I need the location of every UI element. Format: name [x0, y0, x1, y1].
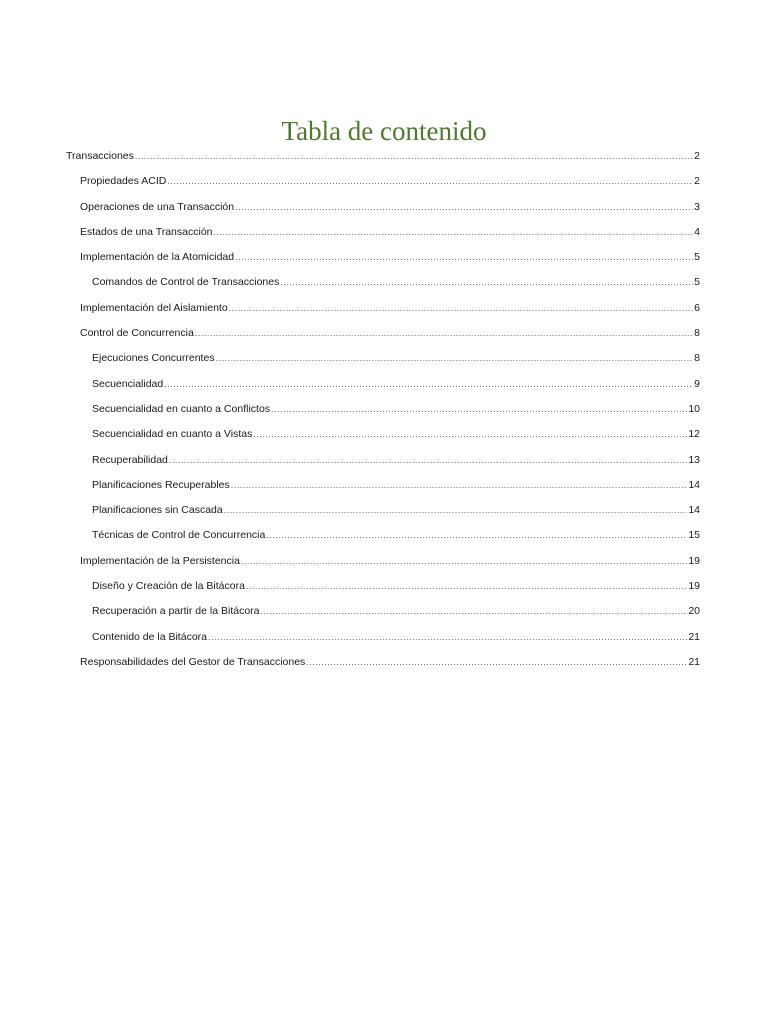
- toc-entry-text: Secuencialidad: [92, 377, 164, 390]
- toc-dot-leader: [216, 349, 694, 367]
- toc-dot-leader: [235, 198, 693, 216]
- toc-entry[interactable]: [66, 552, 700, 577]
- toc-entry[interactable]: [66, 375, 700, 400]
- toc-entry-text: Ejecuciones Concurrentes: [92, 352, 215, 365]
- toc-dot-leader: [224, 501, 688, 519]
- toc-entry[interactable]: [66, 349, 700, 374]
- toc-dot-leader: [271, 400, 687, 418]
- toc-entry-text: Secuencialidad en cuanto a Conflictos: [92, 402, 271, 415]
- toc-page-number: 13: [688, 453, 700, 466]
- toc-page-number: 4: [694, 225, 700, 238]
- toc-entry[interactable]: [66, 324, 700, 349]
- toc-dot-leader: [214, 223, 694, 241]
- toc-entry[interactable]: [66, 577, 700, 602]
- toc-entry[interactable]: [66, 501, 700, 526]
- toc-entry[interactable]: [66, 425, 700, 450]
- toc-entry-text: Transacciones: [66, 150, 134, 162]
- toc-page-number: 3: [694, 200, 700, 213]
- toc-dot-leader: [164, 375, 693, 393]
- toc-page-number: 12: [688, 428, 700, 441]
- toc-entry-text: Comandos de Control de Transacciones: [92, 276, 280, 289]
- toc-entry-text: Técnicas de Control de Concurrencia: [92, 529, 266, 542]
- toc-entry-text: Implementación de la Atomicidad: [80, 251, 235, 264]
- toc-entry[interactable]: [66, 526, 700, 551]
- toc-dot-leader: [235, 248, 693, 266]
- toc-page-number: 8: [694, 352, 700, 365]
- toc-entry[interactable]: [66, 653, 700, 678]
- toc-entry-text: Control de Concurrencia: [80, 327, 194, 340]
- toc-title: Tabla de contenido: [281, 116, 487, 146]
- toc-entry[interactable]: [66, 299, 700, 324]
- toc-dot-leader: [241, 552, 687, 570]
- toc-page-number: 10: [688, 402, 700, 415]
- toc-entry[interactable]: [66, 273, 700, 298]
- toc-entry[interactable]: [66, 198, 700, 223]
- toc-dot-leader: [195, 324, 693, 342]
- toc-entry[interactable]: [66, 400, 700, 425]
- toc-page-number: 21: [688, 655, 700, 668]
- toc-entry-text: Planificaciones sin Cascada: [92, 504, 223, 517]
- toc-entry[interactable]: [66, 147, 700, 172]
- toc-dot-leader: [229, 299, 693, 317]
- toc-page-number: 20: [688, 605, 700, 618]
- toc-entry-text: Diseño y Creación de la Bitácora: [92, 580, 245, 593]
- toc-dot-leader: [231, 476, 688, 494]
- toc-page-number: 5: [694, 276, 700, 289]
- toc-page-number: 2: [694, 175, 700, 188]
- toc-dot-leader: [280, 273, 693, 291]
- toc-dot-leader: [208, 628, 687, 646]
- toc-entry-text: Propiedades ACID: [80, 175, 167, 188]
- toc-list: [66, 147, 700, 678]
- toc-entry[interactable]: [66, 248, 700, 273]
- toc-page-number: 9: [694, 377, 700, 390]
- toc-page-number: 6: [694, 301, 700, 314]
- toc-dot-leader: [266, 526, 687, 544]
- toc-page-number: 5: [694, 251, 700, 264]
- toc-dot-leader: [253, 425, 687, 443]
- toc-entry[interactable]: [66, 628, 700, 653]
- toc-entry-text: Recuperación a partir de la Bitácora: [92, 605, 260, 618]
- toc-entry-text: Secuencialidad en cuanto a Vistas: [92, 428, 253, 441]
- toc-page-number: 8: [694, 327, 700, 340]
- toc-entry-text: Contenido de la Bitácora: [92, 630, 207, 643]
- toc-page-number: 21: [688, 630, 700, 643]
- toc-entry-text: Estados de una Transacción: [80, 225, 213, 238]
- toc-page-number: 15: [688, 529, 700, 542]
- toc-dot-leader: [167, 172, 693, 190]
- toc-entry[interactable]: [66, 223, 700, 248]
- toc-entry-text: Operaciones de una Transacción: [80, 200, 235, 213]
- toc-dot-leader: [135, 147, 693, 165]
- toc-entry[interactable]: [66, 602, 700, 627]
- toc-page-number: 19: [688, 580, 700, 593]
- toc-entry-text: Implementación del Aislamiento: [80, 301, 228, 314]
- toc-entry-text: Responsabilidades del Gestor de Transacciones: [80, 655, 306, 668]
- toc-dot-leader: [306, 653, 687, 671]
- toc-entry[interactable]: [66, 451, 700, 476]
- toc-page-number: 14: [688, 478, 700, 491]
- toc-entry[interactable]: [66, 172, 700, 197]
- toc-dot-leader: [169, 451, 687, 469]
- toc-dot-leader: [261, 602, 688, 620]
- toc-page-number: 14: [688, 504, 700, 517]
- toc-page-number: 2: [694, 150, 700, 162]
- toc-entry[interactable]: [66, 476, 700, 501]
- toc-entry-text: Implementación de la Persistencia: [80, 554, 240, 567]
- toc-page-number: 19: [688, 554, 700, 567]
- toc-entry-text: Recuperabilidad: [92, 453, 168, 466]
- toc-dot-leader: [246, 577, 687, 595]
- toc-entry-text: Planificaciones Recuperables: [92, 478, 230, 491]
